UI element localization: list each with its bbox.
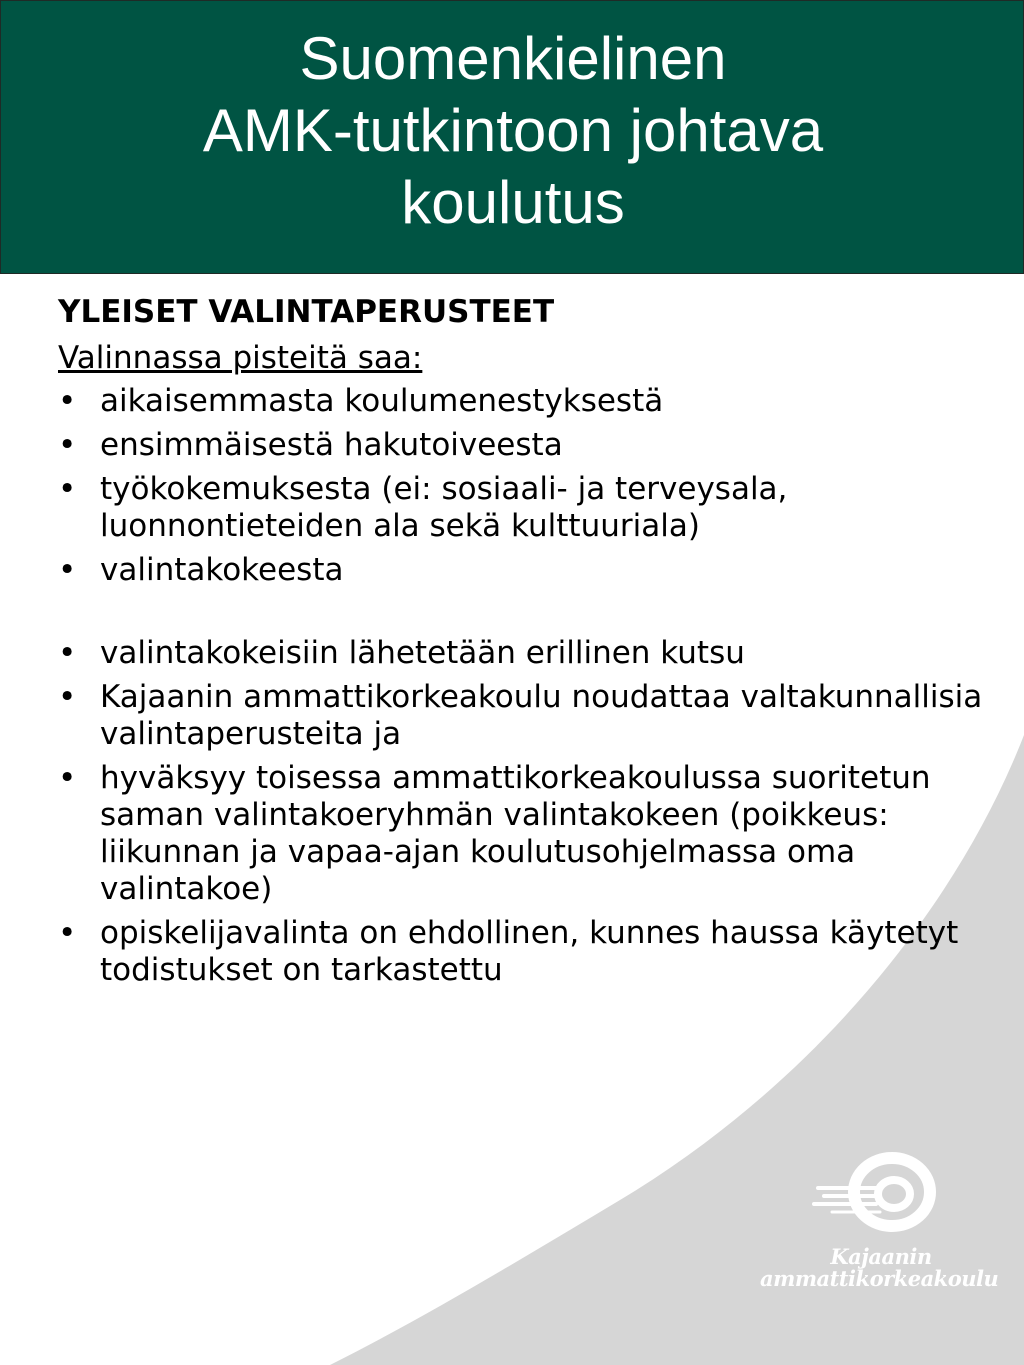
list-item	[58, 760, 988, 908]
bullet-icon: •	[58, 427, 77, 463]
logo-text-line: Kajaanin	[830, 1244, 932, 1269]
list-item-text: aikaisemmasta koulumenestyksestä	[100, 383, 664, 419]
title-line: AMK-tutkintoon johtava	[202, 97, 824, 164]
list-item-text: Kajaanin ammattikorkeakoulu noudattaa valtakunnallisia valintaperusteita ja	[100, 679, 983, 752]
list-item	[58, 635, 988, 672]
title-line: koulutus	[401, 169, 625, 236]
slide-body	[58, 292, 988, 996]
kajaani-logo	[760, 1150, 999, 1291]
bullet-icon: •	[58, 915, 77, 951]
bullet-icon: •	[58, 679, 77, 715]
list-item	[58, 915, 988, 989]
page-title	[1, 23, 1024, 239]
section-heading: YLEISET VALINTAPERUSTEET	[58, 294, 555, 330]
list-item-text: valintakokeisiin lähetetään erillinen kutsu	[100, 635, 745, 671]
list-item	[58, 679, 988, 753]
list-item	[58, 427, 988, 464]
list-item-text: työkokemuksesta (ei: sosiaali- ja terveysala, luonnontieteiden ala sekä kulttuuriala)	[100, 471, 788, 544]
bullet-icon: •	[58, 635, 77, 671]
list-item-text: valintakokeesta	[100, 552, 344, 588]
bullet-icon: •	[58, 760, 77, 796]
bullet-icon: •	[58, 471, 77, 507]
list-item	[58, 552, 988, 589]
list-item-text: hyväksyy toisessa ammattikorkeakoulussa suoritetun saman valintakoeryhmän valintakokeen (poikkeus: liikunnan ja vapaa-ajan koulutusohjelmassa oma valintakoe)	[100, 760, 931, 907]
bullet-list	[58, 383, 988, 989]
title-line: Suomenkielinen	[299, 25, 727, 92]
bullet-icon: •	[58, 383, 77, 419]
list-item-text: ensimmäisestä hakutoiveesta	[100, 427, 563, 463]
logo-wordmark	[760, 1244, 999, 1291]
list-item	[58, 471, 988, 545]
subheading: Valinnassa pisteitä saa:	[58, 340, 423, 376]
kajaani-logo-icon	[810, 1150, 940, 1246]
logo-text-line: ammattikorkeakoulu	[760, 1266, 999, 1291]
list-item-text: opiskelijavalinta on ehdollinen, kunnes haussa käytetyt todistukset on tarkastettu	[100, 915, 959, 988]
list-item	[58, 383, 988, 420]
title-banner	[0, 0, 1024, 274]
bullet-icon: •	[58, 552, 77, 588]
